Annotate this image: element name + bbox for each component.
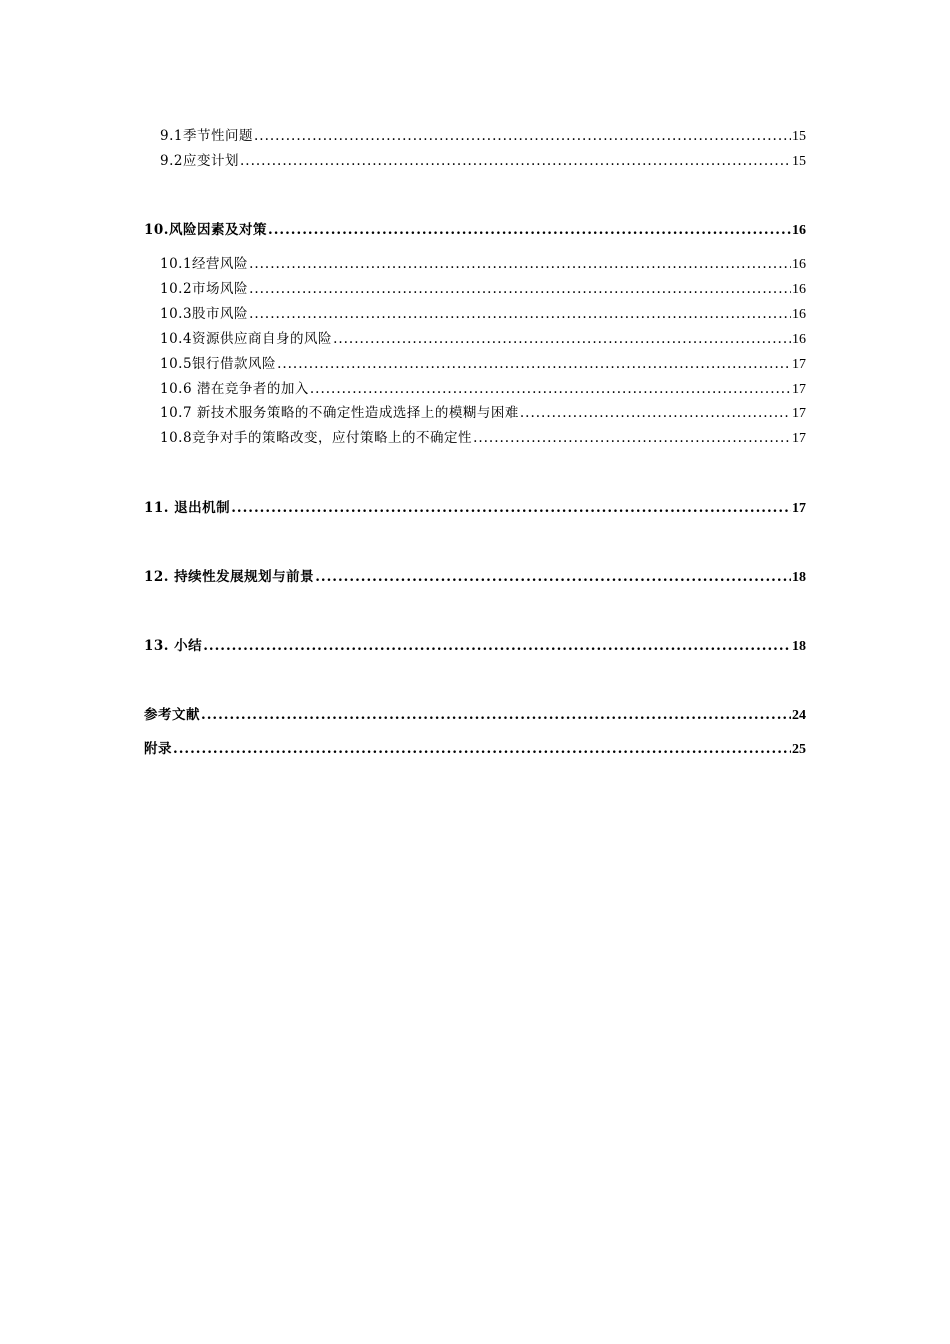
toc-entry-label: 11. 退出机制 xyxy=(144,500,231,516)
toc-leader-dots xyxy=(310,379,791,399)
toc-entry[interactable] xyxy=(160,279,806,300)
toc-page-number: 24 xyxy=(792,708,806,723)
toc-entry[interactable] xyxy=(144,636,806,657)
toc-leader-dots xyxy=(473,428,791,448)
toc-leader-dots xyxy=(520,403,791,423)
toc-entry[interactable] xyxy=(144,739,806,760)
toc-leader-dots xyxy=(268,220,791,240)
toc-page-number: 18 xyxy=(792,639,806,654)
toc-page-number: 17 xyxy=(792,431,806,446)
toc-entry[interactable] xyxy=(144,567,806,588)
toc-page-number: 15 xyxy=(792,129,806,144)
toc-entry-label: 9.2应变计划 xyxy=(160,153,239,169)
toc-entry-label: 10.8竞争对手的策略改变，应付策略上的不确定性 xyxy=(160,430,473,446)
toc-leader-dots xyxy=(203,636,791,656)
toc-leader-dots xyxy=(249,304,791,324)
toc-leader-dots xyxy=(277,354,791,374)
toc-entry[interactable] xyxy=(144,220,806,241)
toc-page-number: 17 xyxy=(792,382,806,397)
toc-leader-dots xyxy=(254,126,791,146)
toc-entry-label: 9.1季节性问题 xyxy=(160,128,253,144)
toc-entry-label: 10.3股市风险 xyxy=(160,306,249,322)
toc-entry[interactable] xyxy=(160,304,806,325)
toc-leader-dots xyxy=(201,705,791,725)
toc-leader-dots xyxy=(249,279,791,299)
toc-page-number: 16 xyxy=(792,307,806,322)
toc-page-number: 17 xyxy=(792,357,806,372)
toc-entry[interactable] xyxy=(144,498,806,519)
toc-entry-label: 10.6 潜在竞争者的加入 xyxy=(160,381,309,397)
toc-entry[interactable] xyxy=(160,403,806,424)
toc-entry[interactable] xyxy=(160,428,806,449)
toc-entry[interactable] xyxy=(160,254,806,275)
toc-entry[interactable] xyxy=(160,329,806,350)
toc-leader-dots xyxy=(231,498,791,518)
toc-leader-dots xyxy=(315,567,791,587)
toc-entry-label: 10.4资源供应商自身的风险 xyxy=(160,331,333,347)
toc-entry[interactable] xyxy=(160,379,806,400)
toc-page-number: 15 xyxy=(792,154,806,169)
toc-page-number: 16 xyxy=(792,257,806,272)
toc-entry[interactable] xyxy=(160,126,806,147)
toc-leader-dots xyxy=(333,329,791,349)
toc-entry[interactable] xyxy=(144,705,806,726)
toc-page-number: 16 xyxy=(792,282,806,297)
toc-entry-label: 13. 小结 xyxy=(144,638,203,654)
toc-page-number: 16 xyxy=(792,223,806,238)
toc-entry-label: 附录 xyxy=(144,741,172,757)
toc-leader-dots xyxy=(240,151,791,171)
toc-entry[interactable] xyxy=(160,354,806,375)
toc-entry-label: 10.1经营风险 xyxy=(160,256,249,272)
toc-entry-label: 10.风险因素及对策 xyxy=(144,222,267,238)
toc-leader-dots xyxy=(173,739,791,759)
toc-entry[interactable] xyxy=(160,151,806,172)
toc-entry-label: 12. 持续性发展规划与前景 xyxy=(144,569,315,585)
toc-page-number: 17 xyxy=(792,501,806,516)
toc-entry-label: 10.2市场风险 xyxy=(160,281,249,297)
toc-page-number: 16 xyxy=(792,332,806,347)
toc-entry-label: 参考文献 xyxy=(144,707,200,723)
toc-page-number: 17 xyxy=(792,406,806,421)
toc-entry-label: 10.7 新技术服务策略的不确定性造成选择上的模糊与困难 xyxy=(160,405,519,421)
toc-entry-label: 10.5银行借款风险 xyxy=(160,356,277,372)
toc-page-number: 25 xyxy=(792,742,806,757)
toc-page-number: 18 xyxy=(792,570,806,585)
toc-leader-dots xyxy=(249,254,791,274)
